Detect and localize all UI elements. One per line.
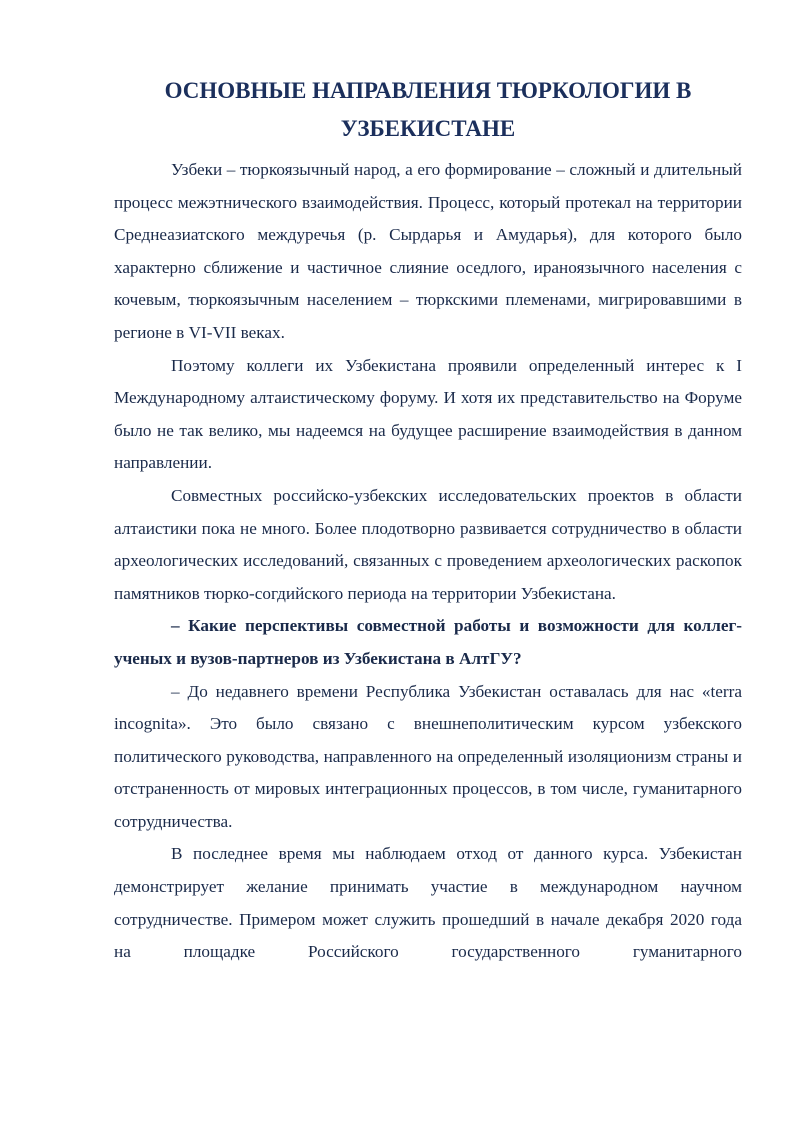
paragraph-forum-interest: Поэтому коллеги их Узбекистана проявили определенный интерес к I Международному алтаистическому форуму. И хотя их представительство на Форуме было не так велико, мы надеемся на будущее расширение взаимодействия в данном направлении. <box>114 355 742 473</box>
document-page <box>114 72 742 969</box>
title-line-1: ОСНОВНЫЕ НАПРАВЛЕНИЯ ТЮРКОЛОГИИ В <box>164 78 692 103</box>
title-line-2: УЗБЕКИСТАНЕ <box>340 116 516 141</box>
interview-question: – Какие перспективы совместной работы и возможности для коллег-ученых и вузов-партнеров из Узбекистана в АлтГУ? <box>114 616 742 668</box>
paragraph-terra-incognita: – До недавнего времени Республика Узбекистан оставалась для нас «terra incognita». Это было связано с внешнеполитическим курсом узбекского политического руководства, направленного на определенный изоляционизм страны и отстраненность от мировых интеграционных процессов, в том числе, гуманитарного сотрудничества. <box>114 681 742 831</box>
paragraph-uzbeks-origin: Узбеки – тюркоязычный народ, а его формирование – сложный и длительный процесс межэтнического взаимодействия. Процесс, который протекал на территории Среднеазиатского междуречья (р. Сырдарья и Амударья), для которого было характерно сближение и частичное слияние оседлого, ираноязычного населения с кочевым, тюркоязычным населением – тюркскими племенами, мигрировавшими в регионе в VI-VII веках. <box>114 160 742 342</box>
paragraph-recent-changes: В последнее время мы наблюдаем отход от данного курса. Узбекистан демонстрирует желание принимать участие в международном научном сотрудничестве. Примером может служить прошедший в начале декабря 2020 года на площадке Российского государственного гуманитарного <box>114 844 742 962</box>
paragraph-joint-projects: Совместных российско-узбекских исследовательских проектов в области алтаистики пока не много. Более плодотворно развивается сотрудничество в области археологических исследований, связанных с проведением археологических раскопок памятников тюрко-согдийского периода на территории Узбекистана. <box>114 485 742 603</box>
document-title <box>114 72 742 148</box>
